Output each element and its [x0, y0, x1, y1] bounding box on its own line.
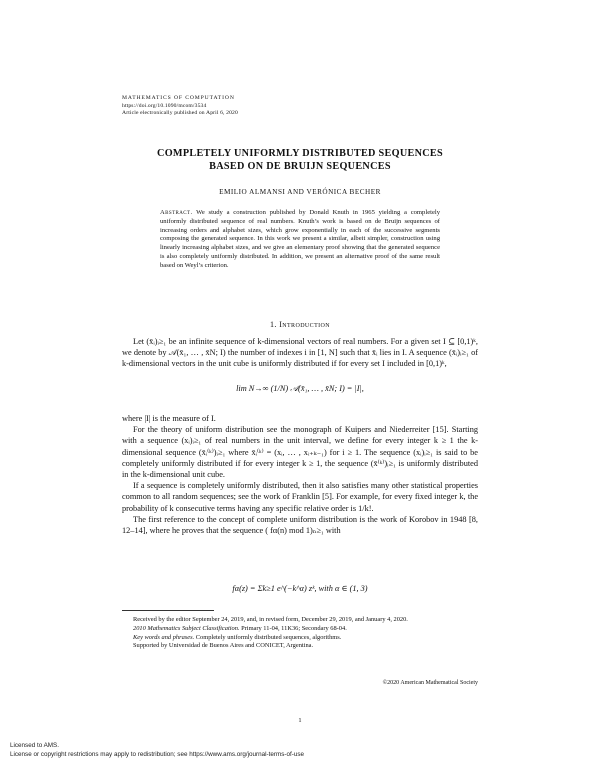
footnotes: [122, 616, 478, 651]
footnote-rule: [122, 610, 214, 611]
license-line-1: Licensed to AMS.: [10, 742, 60, 749]
authors: EMILIO ALMANSI AND VERÓNICA BECHER: [219, 188, 381, 196]
paragraph-1: Let (x̄ᵢ)ᵢ≥₁ be an infinite sequence of k-dimensional vectors of real numbers. For a given set I ⊆ [0,1)ᵏ, we denote by 𝒜(x̄₁, … , x̄N; I) the number of indexes i in [1, N] such that x̄ᵢ lies in I. A sequence (x̄ᵢ)ᵢ≥₁ of k-dimensional vectors in the unit cube is uniformly distributed if for every set I included in [0,1)ᵏ,: [122, 337, 478, 369]
body-text-2: [122, 413, 478, 536]
journal-name: MATHEMATICS OF COMPUTATION: [122, 95, 235, 101]
received-note: Received by the editor September 24, 2019, and, in revised form, December 29, 2019, and January 4, 2020.: [133, 616, 408, 623]
support-note: Supported by Universidad de Buenos Aires and CONICET, Argentina.: [133, 642, 314, 650]
paragraph-4: The first reference to the concept of complete uniform distribution is the work of Korobov in 1948 [8, 12–14], where he proves that the sequence ( fα(n) mod 1)ₙ≥₁ with: [122, 514, 478, 536]
abstract-text: We study a construction published by Donald Knuth in 1965 yielding a completely uniformly distributed sequence of real numbers. Knuth’s work is based on de Bruijn sequences of increasing orders and alphabet sizes, which grow exponentially in each of the successive segments composing the generated sequence. In this work we present a similar, albeit simpler, construction using linearly increasing alphabet sizes, and we give an elementary proof showing that the generated sequence is also completely uniformly distributed. In addition, we present an alternative proof of the same result based on Weyl’s criterion.: [160, 209, 441, 269]
journal-header: [122, 95, 238, 118]
paragraph-3: If a sequence is completely uniformly distributed, then it also satisfies many other statistical properties common to all random sequences; see the work of Franklin [5]. For example, for every fixed integer k, the probability of k consecutive terms having any specific relative order is 1/k!.: [122, 481, 478, 513]
paragraph-2: For the theory of uniform distribution see the monograph of Kuipers and Niederreiter [15]. Starting with a sequence (xᵢ)ᵢ≥₁ of real numbers in the unit interval, we define for every integer k ≥ 1 the k-dimensional sequence (x̄ᵢ⁽ᵏ⁾)ᵢ≥₁ where x̄ᵢ⁽ᵏ⁾ = (xᵢ, … , xᵢ₊ₖ₋₁) for i ≥ 1. The sequence (xᵢ)ᵢ≥₁ is said to be completely uniformly distributed if for every integer k ≥ 1, the sequence (x̄⁽ᵏ⁾)ᵢ≥₁ is uniformly distributed in the k-dimensional unit cube.: [122, 425, 478, 480]
page-number: 1: [298, 717, 302, 724]
abstract-label: Abstract.: [160, 209, 193, 216]
msc-note: 2010 Mathematics Subject Classification. Primary 11-04, 11K36; Secondary 68-04.: [133, 624, 347, 632]
doi-link[interactable]: https://doi.org/10.1090/mcom/3534: [122, 102, 207, 109]
section-heading: 1. Introduction: [270, 320, 330, 329]
equation-1: lim N→∞ (1/N) 𝒜(x̄₁, … , x̄N; I) = |I|,: [236, 384, 364, 393]
keywords-note: Key words and phrases. Completely uniformly distributed sequences, algorithms.: [133, 633, 342, 641]
license-notice: [10, 742, 304, 760]
paper-title: COMPLETELY UNIFORMLY DISTRIBUTED SEQUENCES BASED ON DE BRUIJN SEQUENCES: [157, 148, 443, 172]
copyright-notice: ©2020 American Mathematical Society: [382, 680, 478, 686]
equation-2: fα(z) = Σk≥1 e^(−k^α) zᵏ, with α ∈ (1, 3): [232, 584, 368, 593]
publication-date: Article electronically published on April 6, 2020: [122, 110, 238, 117]
paragraph-1b: where |I| is the measure of I.: [122, 414, 216, 423]
license-line-2[interactable]: License or copyright restrictions may apply to redistribution; see https://www.ams.org/journal-terms-of-use: [10, 750, 304, 758]
body-text-1: [122, 336, 478, 370]
abstract: [160, 209, 440, 271]
